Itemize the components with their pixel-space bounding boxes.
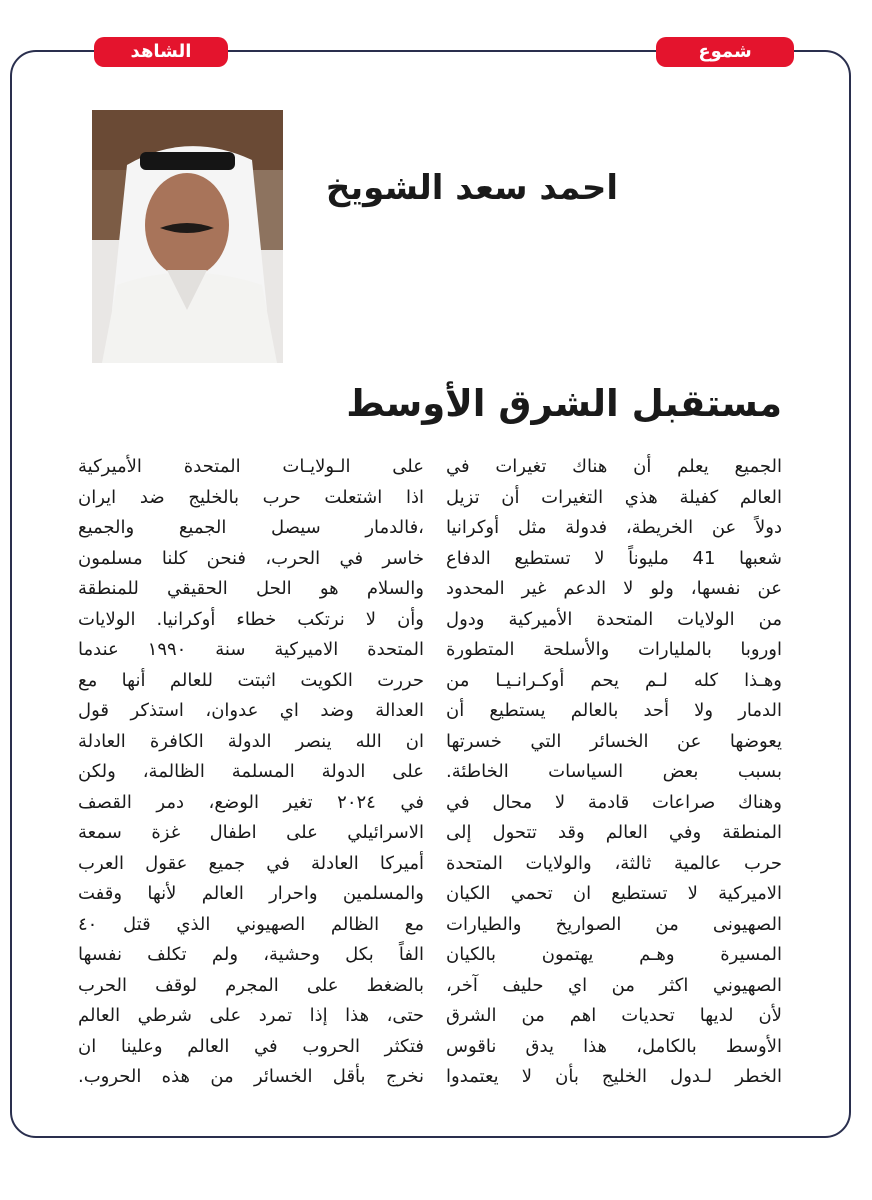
text-line: لأن لديها تحديات اهم من الشرق (446, 1005, 782, 1026)
text-line: في ٢٠٢٤ تغير الوضع، دمر القصف (78, 791, 424, 813)
text-line: المنطقة وفي العالم وقد تتحول إلى (446, 822, 782, 843)
newspaper-label-badge: الشاهد (94, 37, 228, 67)
text-line: والسلام هو الحل الحقيقي للمنطقة (78, 578, 424, 599)
text-line: الصهيونى من الصواريخ والطيارات (446, 913, 782, 935)
text-line: ان الله ينصر الدولة الكافرة العادلة (78, 730, 424, 752)
text-line: الاميركية لا تستطيع ان تحمي الكيان (446, 883, 782, 904)
text-line: اذا اشتعلت حرب بالخليج ضد ايران (78, 486, 424, 508)
text-line: نخرج بأقل الخسائر من هذه الحروب. (78, 1066, 424, 1087)
text-line: حرب عالمية ثالثة، والولايات المتحدة (446, 852, 782, 874)
article-column-left (78, 452, 424, 1093)
text-line: والمسلمين واحرار العالم لأنها وقفت (78, 883, 424, 904)
text-line: على الدولة المسلمة الظالمة، ولكن (78, 761, 424, 782)
text-line: الصهيوني اكثر من اي حليف آخر، (446, 974, 782, 996)
text-line: يعوضها عن الخسائر التي خسرتها (446, 730, 782, 752)
text-line: الفاً بكل وحشية، ولم تكلف نفسها (78, 944, 424, 965)
text-line: فتكثر الحروب في العالم وعلينا ان (78, 1035, 424, 1057)
author-portrait-image (92, 110, 283, 363)
text-line: وهناك صراعات قادمة لا محال في (446, 791, 782, 813)
article-column-right (446, 452, 782, 1093)
text-line: أميركا العادلة في جميع عقول العرب (78, 852, 424, 874)
text-line: الاسرائيلي على اطفال غزة سمعة (78, 822, 424, 843)
text-line: حررت الكويت اثبتت للعالم أنها مع (78, 669, 424, 691)
author-photo (92, 110, 283, 363)
text-line: اوروبا بالمليارات والأسلحة المتطورة (446, 639, 782, 660)
text-line: دولاً عن الخريطة، فدولة مثل أوكرانيا (446, 517, 782, 538)
text-line: خاسر في الحرب، فنحن كلنا مسلمون (78, 547, 424, 569)
text-line: العدالة وضد اي عدوان، استذكر قول (78, 700, 424, 721)
text-line: حتى، هذا إذا تمرد على شرطي العالم (78, 1005, 424, 1026)
section-label-badge: شموع (656, 37, 794, 67)
text-line: من الولايات المتحدة الأميركية ودول (446, 608, 782, 630)
text-line: بالضغط على المجرم لوقف الحرب (78, 974, 424, 996)
text-line: الدمار ولا أحد بالعالم يستطيع أن (446, 700, 782, 721)
text-line: الأوسط بالكامل، هذا يدق ناقوس (446, 1035, 782, 1057)
text-line: وأن لا نرتكب خطاء أوكرانيا. الولايات (78, 608, 424, 630)
text-line: المسيرة وهـم يهتمون بالكيان (446, 944, 782, 965)
text-line: الخطر لـدول الخليج بأن لا يعتمدوا (446, 1066, 782, 1087)
text-line: وهـذا كله لـم يحم أوكـرانـيـا من (446, 669, 782, 691)
article-title: مستقبل الشرق الأوسط (346, 382, 782, 425)
text-line: ،فالدمار سيصل الجميع والجميع (78, 517, 424, 538)
text-line: المتحدة الاميركية سنة ١٩٩٠ عندما (78, 639, 425, 660)
text-line: بسبب بعض السياسات الخاطئة. (446, 761, 782, 782)
text-line: شعبها 41 مليوناً لا تستطيع الدفاع (446, 547, 782, 569)
text-line: العالم كفيلة هذي التغيرات أن تزيل (446, 486, 782, 508)
author-name: احمد سعد الشويخ (325, 168, 618, 208)
text-line: على الـولايـات المتحدة الأميركية (78, 456, 424, 477)
text-line: عن نفسها، ولو لا الدعم غير المحدود (446, 578, 782, 599)
text-line: مع الظالم الصهيوني الذي قتل ٤٠ (78, 913, 424, 935)
text-line: الجميع يعلم أن هناك تغيرات في (446, 456, 782, 477)
